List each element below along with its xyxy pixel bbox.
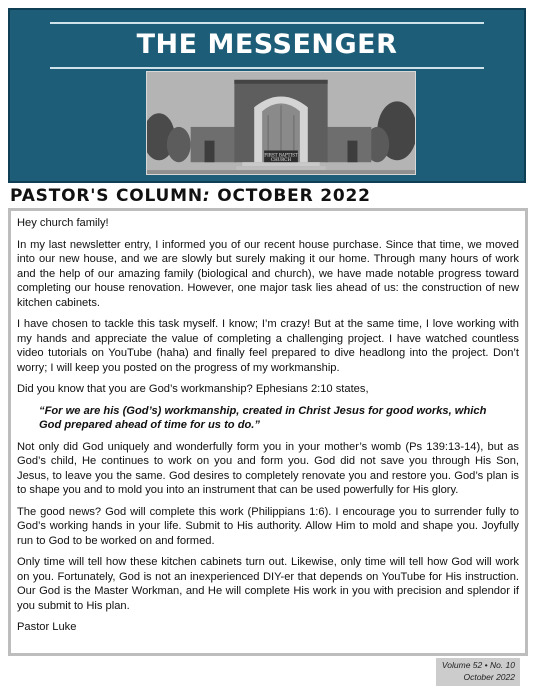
article-greeting: Hey church family! xyxy=(17,217,109,229)
scripture-quote: “For we are his (God’s) workmanship, created in Christ Jesus for good works, which God prepared ahead of time for us to do.” xyxy=(39,404,487,431)
article-paragraph-1: In my last newsletter entry, I informed you of our recent house purchase. Since that time, we moved into our new house, and we are slowly but surely making it our home. Through many hours of work and the help of our amazing family (biological and church), we have made notable progress toward completing our house renovation. However, one major task lies ahead of us: the construction of new kitchen cabinets. xyxy=(17,238,519,309)
masthead-bottom-rule xyxy=(50,67,484,69)
column-separator: : xyxy=(202,186,211,206)
article-paragraph-6: Only time will tell how these kitchen cabinets turn out. Likewise, only time will tell how God will work on you. Fortunately, God is not an inexperienced DIY-er that depends on YouTube for His instruction. Our God is the Master Workman, and He will complete His work in you with precision and splendor if you submit to His plan. xyxy=(17,556,519,612)
column-heading xyxy=(10,184,371,208)
article-paragraph-2: I have chosen to tackle this task myself. I know; I’m crazy! But at the same time, I love working with my hands and appreciate the value of completing a challenging project. I have watched countless video tutorials on YouTube (haha) and finally feel prepared to dive headlong into the project. Don’t worry; I will keep you posted on the progress of my workmanship. xyxy=(17,318,519,374)
article-paragraph-3: Did you know that you are God’s workmanship? Ephesians 2:10 states, xyxy=(17,383,369,395)
issue-date: October 2022 xyxy=(463,671,515,682)
article-signature: Pastor Luke xyxy=(17,621,77,633)
pastor-column-article xyxy=(8,208,528,656)
column-title: PASTOR'S COLUMN xyxy=(10,186,203,206)
column-date: OCTOBER 2022 xyxy=(217,186,371,206)
church-photo xyxy=(146,71,416,175)
church-sign-line1: FIRST BAPTIST xyxy=(264,152,298,158)
newsletter-title: THE MESSENGER xyxy=(136,29,398,60)
masthead-top-rule xyxy=(50,22,484,24)
issue-volume: Volume 52 • No. 10 xyxy=(441,660,515,670)
article-paragraph-4: Not only did God uniquely and wonderfully form you in your mother’s womb (Ps 139:13-14), but as God’s child, He continues to work on you and form you. God did not save you through His Son, Jesus, to leave you the same. God desires to completely renovate you and restore you. God’s plan is to shape you and to mold you into an instrument that can be used powerfully for His glory. xyxy=(17,440,519,496)
masthead-banner xyxy=(8,8,526,183)
church-sign-line2: CHURCH xyxy=(270,157,292,163)
article-paragraph-5: The good news? God will complete this work (Philippians 1:6). I encourage you to surrender fully to God’s working hands in your life. Submit to His authority. Allow Him to mold and shape you. Joyfully run to God to be worked on and formed. xyxy=(17,505,519,547)
issue-info-box xyxy=(436,658,520,686)
